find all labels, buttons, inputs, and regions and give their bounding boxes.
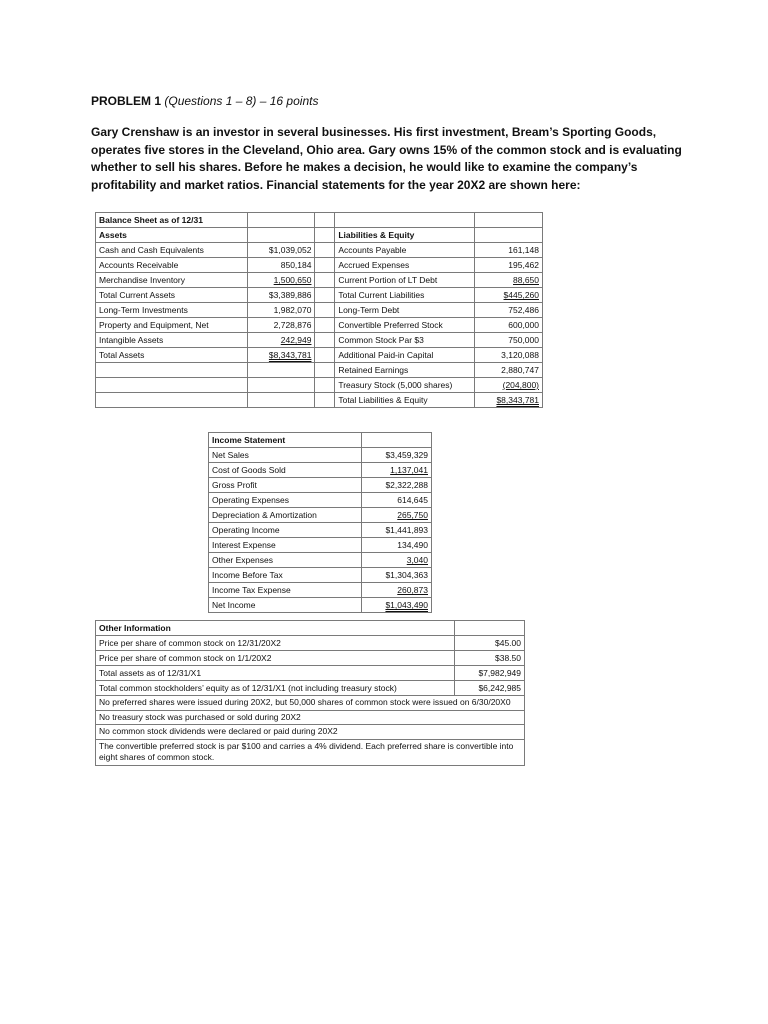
table-row [209, 568, 432, 583]
asset-label [96, 363, 248, 378]
liability-value: 750,000 [475, 333, 543, 348]
income-label: Income Before Tax [209, 568, 362, 583]
table-row [209, 538, 432, 553]
other-info-label: Total common stockholders’ equity as of 12/31/X1 (not including treasury stock) [96, 681, 455, 696]
income-label: Net Sales [209, 448, 362, 463]
problem-points: (Questions 1 – 8) – 16 points [164, 94, 319, 108]
asset-label: Intangible Assets [96, 333, 248, 348]
other-info-value: $45.00 [455, 636, 525, 651]
income-value: 260,873 [397, 585, 428, 595]
asset-value: 850,184 [247, 258, 315, 273]
asset-value: $3,389,886 [247, 288, 315, 303]
other-info-note: The convertible preferred stock is par $100 and carries a 4% dividend. Each preferred share is convertible into eight shares of common stock. [96, 739, 525, 765]
table-row [96, 378, 543, 393]
asset-label: Total Current Assets [96, 288, 248, 303]
income-value: 614,645 [362, 493, 432, 508]
income-label: Net Income [209, 598, 362, 613]
liability-value: 3,120,088 [475, 348, 543, 363]
problem-intro: Gary Crenshaw is an investor in several businesses. His first investment, Bream’s Sporting Goods, operates five stores in the Cleveland, Ohio area. Gary owns 15% of the common stock and is evaluating whether to sell his shares. Before he makes a decision, he would like to examine the company’s profitability and market ratios. Financial statements for the year 20X2 are shown here: [91, 125, 682, 192]
other-info-note: No common stock dividends were declared or paid during 20X2 [96, 725, 525, 740]
income-value: 265,750 [397, 510, 428, 520]
asset-label [96, 378, 248, 393]
other-info-label: Price per share of common stock on 12/31/20X2 [96, 636, 455, 651]
table-row [96, 258, 543, 273]
liability-value: $8,343,781 [496, 395, 539, 405]
table-row [96, 273, 543, 288]
balance-sheet-title-row [96, 213, 543, 228]
liability-label: Accounts Payable [335, 243, 475, 258]
liability-value: $445,260 [503, 290, 539, 300]
liability-label: Accrued Expenses [335, 258, 475, 273]
other-info-value: $38.50 [455, 651, 525, 666]
liability-value: 600,000 [475, 318, 543, 333]
income-label: Depreciation & Amortization [209, 508, 362, 523]
income-value: 3,040 [406, 555, 428, 565]
table-row [209, 463, 432, 478]
asset-value [247, 393, 315, 408]
income-value: $1,441,893 [362, 523, 432, 538]
asset-label: Property and Equipment, Net [96, 318, 248, 333]
income-value: $1,043,490 [385, 600, 428, 610]
asset-label: Total Assets [96, 348, 248, 363]
income-value: $1,304,363 [362, 568, 432, 583]
table-row [209, 448, 432, 463]
balance-sheet-table [95, 212, 543, 408]
asset-value: 2,728,876 [247, 318, 315, 333]
income-statement-title: Income Statement [209, 433, 362, 448]
liability-label: Treasury Stock (5,000 shares) [335, 378, 475, 393]
liability-label: Total Current Liabilities [335, 288, 475, 303]
asset-label: Cash and Cash Equivalents [96, 243, 248, 258]
liability-label: Current Portion of LT Debt [335, 273, 475, 288]
table-row [209, 478, 432, 493]
table-row [96, 393, 543, 408]
table-row [96, 666, 525, 681]
liability-value: 752,486 [475, 303, 543, 318]
income-label: Gross Profit [209, 478, 362, 493]
liability-label: Additional Paid-in Capital [335, 348, 475, 363]
balance-sheet-title: Balance Sheet as of 12/31 [96, 213, 248, 228]
asset-label [96, 393, 248, 408]
liabilities-header: Liabilities & Equity [335, 228, 475, 243]
liability-label: Retained Earnings [335, 363, 475, 378]
income-label: Operating Expenses [209, 493, 362, 508]
income-value: $3,459,329 [362, 448, 432, 463]
asset-value: 242,949 [280, 335, 312, 345]
liability-value: 88,650 [513, 275, 539, 285]
table-row [209, 493, 432, 508]
asset-value: 1,500,650 [273, 275, 312, 285]
table-row [96, 651, 525, 666]
table-row [96, 363, 543, 378]
income-label: Cost of Goods Sold [209, 463, 362, 478]
other-info-label: Total assets as of 12/31/X1 [96, 666, 455, 681]
income-value: 1,137,041 [390, 465, 428, 475]
asset-value [247, 378, 315, 393]
problem-heading [91, 94, 318, 108]
liability-value: 2,880,747 [475, 363, 543, 378]
income-value: $2,322,288 [362, 478, 432, 493]
liability-value: (204,800) [502, 380, 539, 390]
table-row [209, 583, 432, 598]
table-row [96, 681, 525, 696]
other-information-title-row [96, 621, 525, 636]
asset-label: Long-Term Investments [96, 303, 248, 318]
table-row [209, 523, 432, 538]
income-label: Other Expenses [209, 553, 362, 568]
liability-value: 161,148 [475, 243, 543, 258]
other-info-label: Price per share of common stock on 1/1/20X2 [96, 651, 455, 666]
balance-sheet-header-row [96, 228, 543, 243]
assets-header: Assets [96, 228, 248, 243]
other-info-note: No treasury stock was purchased or sold during 20X2 [96, 710, 525, 725]
table-row [96, 710, 525, 725]
table-row [209, 553, 432, 568]
asset-value: $1,039,052 [247, 243, 315, 258]
table-row [209, 598, 432, 613]
table-row [96, 318, 543, 333]
table-row [96, 243, 543, 258]
income-value: 134,490 [362, 538, 432, 553]
liability-label: Long-Term Debt [335, 303, 475, 318]
liability-label: Total Liabilities & Equity [335, 393, 475, 408]
other-info-note: No preferred shares were issued during 20X2, but 50,000 shares of common stock were issued on 6/30/20X0 [96, 696, 525, 711]
liability-label: Common Stock Par $3 [335, 333, 475, 348]
asset-value: 1,982,070 [247, 303, 315, 318]
income-label: Operating Income [209, 523, 362, 538]
table-row [96, 348, 543, 363]
table-row [209, 508, 432, 523]
table-row [96, 725, 525, 740]
liability-value: 195,462 [475, 258, 543, 273]
income-statement-title-row [209, 433, 432, 448]
problem-title: PROBLEM 1 [91, 94, 162, 108]
income-statement-table [208, 432, 432, 613]
income-label: Income Tax Expense [209, 583, 362, 598]
liability-label: Convertible Preferred Stock [335, 318, 475, 333]
asset-value [247, 363, 315, 378]
asset-value: $8,343,781 [268, 350, 312, 360]
other-information-table [95, 620, 525, 766]
table-row [96, 303, 543, 318]
table-row [96, 333, 543, 348]
other-info-value: $6,242,985 [455, 681, 525, 696]
income-label: Interest Expense [209, 538, 362, 553]
table-row [96, 696, 525, 711]
table-row [96, 636, 525, 651]
table-row [96, 739, 525, 765]
asset-label: Accounts Receivable [96, 258, 248, 273]
asset-label: Merchandise Inventory [96, 273, 248, 288]
table-row [96, 288, 543, 303]
other-info-value: $7,982,949 [455, 666, 525, 681]
other-information-title: Other Information [96, 621, 455, 636]
